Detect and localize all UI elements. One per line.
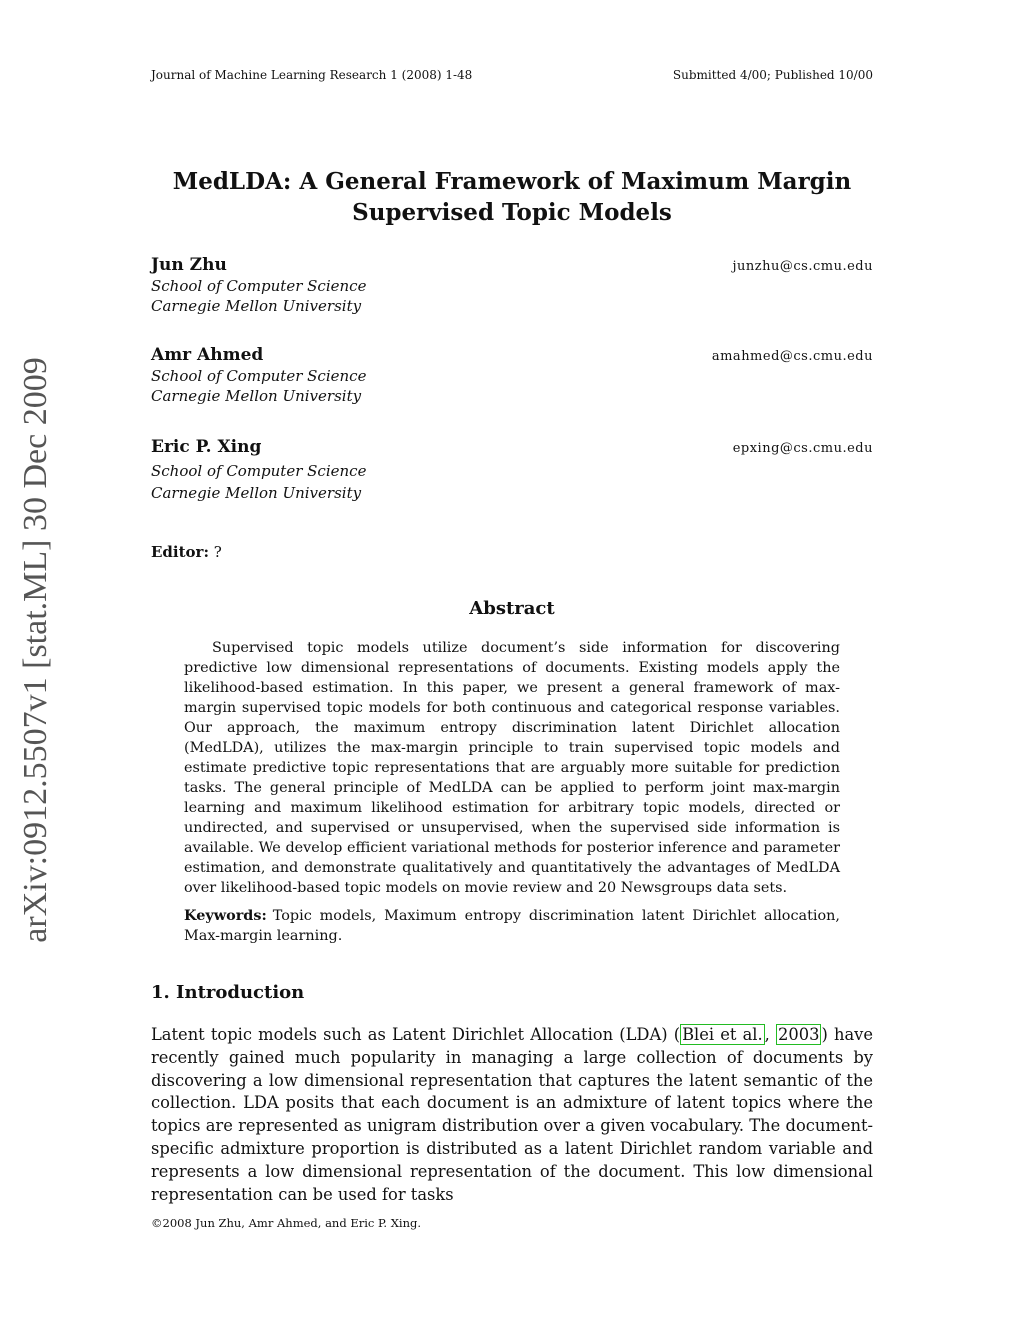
author-institution: Carnegie Mellon University	[151, 387, 362, 405]
citation-separator: ,	[764, 1025, 777, 1044]
author-name: Amr Ahmed	[151, 345, 264, 365]
author-department: School of Computer Science	[151, 277, 367, 295]
author-institution: Carnegie Mellon University	[151, 297, 362, 315]
editor-line	[151, 543, 222, 561]
title-line-1: MedLDA: A General Framework of Maximum Margin	[172, 168, 852, 195]
arxiv-stamp: arXiv:0912.5507v1 [stat.ML] 30 Dec 2009	[17, 357, 54, 943]
journal-header: Journal of Machine Learning Research 1 (2008) 1-48	[151, 68, 473, 82]
keywords	[184, 906, 840, 946]
citation-link-year[interactable]: 2003	[778, 1025, 820, 1044]
author-department: School of Computer Science	[151, 367, 367, 385]
introduction-paragraph	[151, 1024, 873, 1206]
author-department: School of Computer Science	[151, 462, 367, 480]
abstract-body: Supervised topic models utilize document’s side information for discovering predictive low dimensional representations of documents. Existing models apply the likelihood-based estimation. In this paper, we present a general framework of max-margin supervised topic models for both continuous and categorical response variables. Our approach, the maximum entropy discrimination latent Dirichlet allocation (MedLDA), utilizes the max-margin principle to train supervised topic models and estimate predictive topic representations that are arguably more suitable for prediction tasks. The general principle of MedLDA can be applied to perform joint max-margin learning and maximum likelihood estimation for arbitrary topic models, directed or undirected, and supervised or unsupervised, when the supervised side information is available. We develop efficient variational methods for posterior inference and parameter estimation, and demonstrate qualitatively and quantitatively the advantages of MedLDA over likelihood-based topic models on movie review and 20 Newsgroups data sets.	[184, 640, 840, 896]
section-heading-introduction: 1. Introduction	[151, 982, 305, 1003]
author-email[interactable]: amahmed@cs.cmu.edu	[711, 349, 873, 364]
author-institution: Carnegie Mellon University	[151, 484, 362, 502]
keywords-label: Keywords:	[184, 907, 267, 924]
submission-dates: Submitted 4/00; Published 10/00	[672, 68, 873, 82]
title-line-2: Supervised Topic Models	[352, 199, 672, 226]
editor-label: Editor:	[151, 543, 209, 561]
copyright-notice: ©2008 Jun Zhu, Amr Ahmed, and Eric P. Xing.	[151, 1216, 422, 1230]
author-name: Jun Zhu	[151, 255, 227, 275]
author-email[interactable]: junzhu@cs.cmu.edu	[732, 259, 873, 274]
citation-link-author[interactable]: Blei et al.	[682, 1025, 763, 1044]
paper-title	[0, 166, 1024, 228]
intro-text-before-citation: Latent topic models such as Latent Dirichlet Allocation (LDA) (	[151, 1025, 681, 1044]
author-email[interactable]: epxing@cs.cmu.edu	[732, 441, 873, 456]
intro-text-after-citation: ) have recently gained much popularity in managing a large collection of documents by discovering a low dimensional representation that captures the latent semantic of the collection. LDA posits that each document is an admixture of latent topics where the topics are represented as unigram distribution over a given vocabulary. The document-specific admixture proportion is distributed as a latent Dirichlet random variable and represents a low dimensional representation of the document. This low dimensional representation can be used for tasks	[151, 1025, 873, 1204]
author-name: Eric P. Xing	[151, 437, 262, 457]
keywords-value: Topic models, Maximum entropy discrimination latent Dirichlet allocation, Max-margin learning.	[184, 908, 840, 944]
editor-value: ?	[213, 543, 222, 561]
abstract-heading: Abstract	[469, 598, 555, 619]
